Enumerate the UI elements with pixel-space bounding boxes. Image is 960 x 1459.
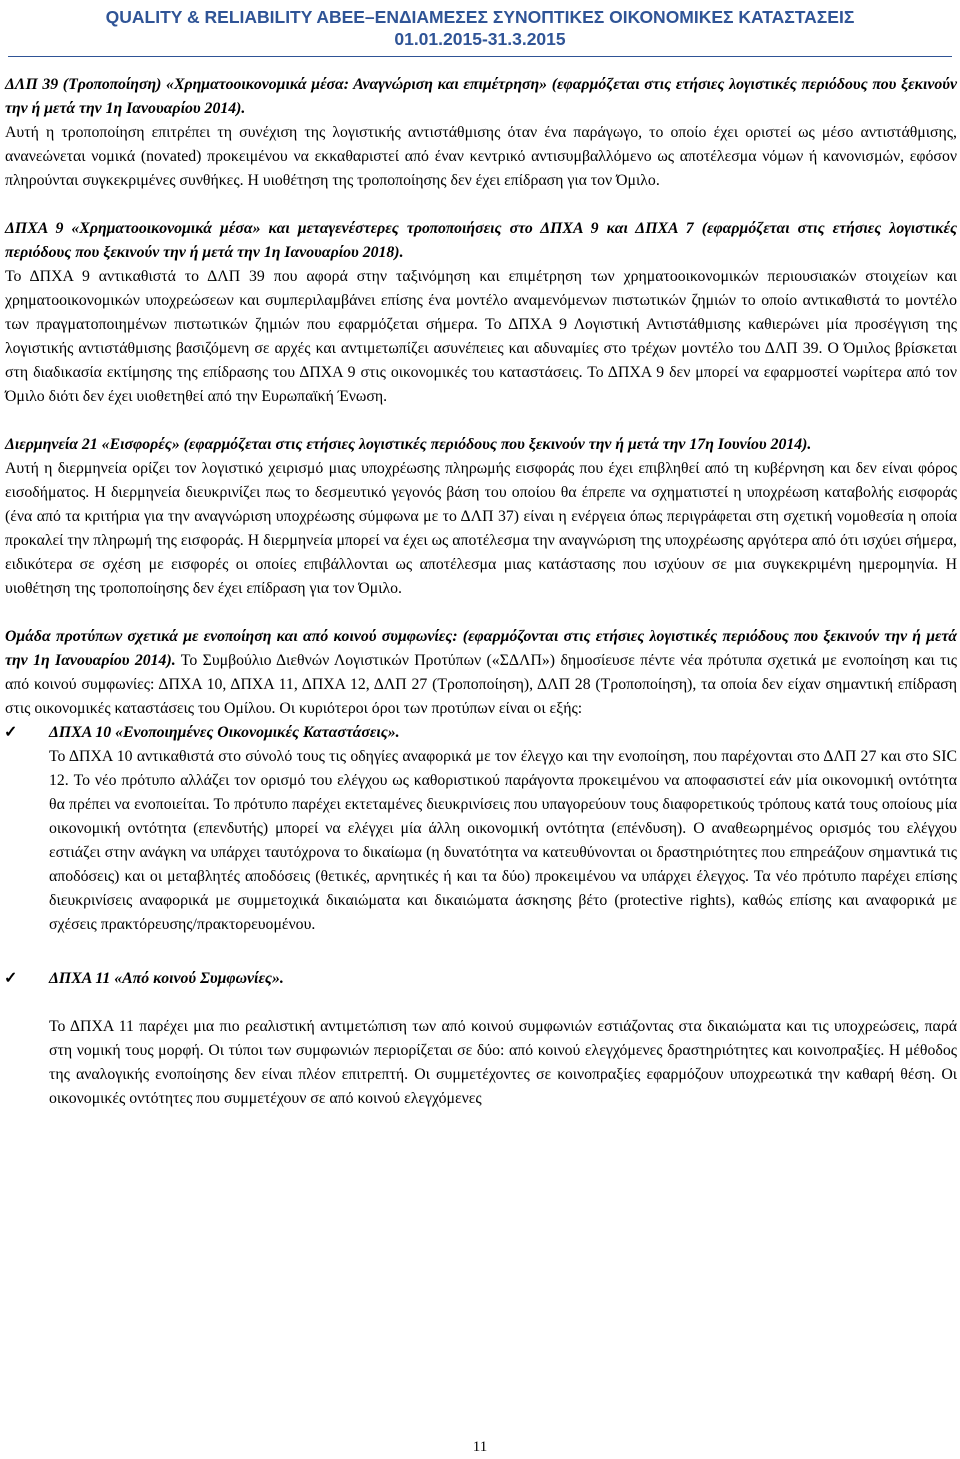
list-item xyxy=(5,721,957,937)
checkmark-icon: ✓ xyxy=(4,970,18,987)
list-item-title: ΔΠΧΑ 11 «Από κοινού Συμφωνίες». xyxy=(49,970,284,987)
list-item-title: ΔΠΧΑ 10 «Ενοποιημένες Οικονομικές Καταστάσεις». xyxy=(49,724,400,741)
header-period: 01.01.2015-31.3.2015 xyxy=(394,29,566,49)
section-heading-ifrs9: ΔΠΧΑ 9 «Χρηματοοικονομικά μέσα» και μεταγενέστερες τροποποιήσεις στο ΔΠΧΑ 9 και ΔΠΧΑ 7 (εφαρμόζεται στις ετήσιες λογιστικές περιόδους που ξεκινούν την ή μετά την 1η Ιανουαρίου 2018). xyxy=(5,220,957,261)
list-item-text: Το ΔΠΧΑ 11 παρέχει μια πιο ρεαλιστική αντιμετώπιση των από κοινού συμφωνιών εστιάζοντας στα δικαιώματα και τις υποχρεώσεις, παρά στη νομική τους μορφή. Οι τύποι των συμφωνιών περιορίζεται σε δύο: από κοινού ελεγχόμενες δραστηριότητες και κοινοπραξίες. Η μέθοδος της αναλογικής ενοποίησης δεν είναι πλέον επιτρεπτή. Οι συμμετέχοντες σε κοινοπραξίες εφαρμόζουν υποχρεωτικά την καθαρή θέση. Οι οικονομικές οντότητες που συμμετέχουν σε από κοινού ελεγχόμενες xyxy=(49,1018,957,1107)
header-title: QUALITY & RELIABILITY ABEE–ΕΝΔΙΑΜΕΣΕΣ ΣΥΝΟΠΤΙΚΕΣ ΟΙΚΟΝΟΜΙΚΕΣ ΚΑΤΑΣΤΑΣΕΙΣ xyxy=(105,7,855,27)
section-text-ifrs9: Το ΔΠΧΑ 9 αντικαθιστά το ΔΛΠ 39 που αφορά στην ταξινόμηση και επιμέτρηση των χρηματοοικονομικών περιουσιακών στοιχείων και χρηματοοικονομικών υποχρεώσεων και συμπεριλαμβάνει επίσης ένα μοντέλο αναμενόμενων πιστωτικών ζημιών το οποίο αντικαθιστά το μοντέλο των πραγματοποιημένων πιστωτικών ζημιών που εφαρμόζεται σήμερα. Το ΔΠΧΑ 9 Λογιστική Αντιστάθμισης καθιερώνει μία προσέγγιση της λογιστικής αντιστάθμισης βασιζόμενη σε αρχές και αντιμετωπίζει ασυνέπειες και αδυναμίες στο τρέχων μοντέλο του ΔΛΠ 39. Ο Όμιλος βρίσκεται στη διαδικασία εκτίμησης της επίδρασης του ΔΠΧΑ 9 στις οικονομικές του καταστάσεις. Το ΔΠΧΑ 9 δεν μπορεί να εφαρμοστεί νωρίτερα από τον Όμιλο διότι δεν έχει υιοθετηθεί από την Ευρωπαϊκή Ένωση. xyxy=(5,268,957,405)
list-item-text: Το ΔΠΧΑ 10 αντικαθιστά στο σύνολό τους τις οδηγίες αναφορικά με τον έλεγχο και την ενοποίηση, που παρέχονται στο ΔΛΠ 27 και στο SIC 12. Το νέο πρότυπο αλλάζει τον ορισμό του ελέγχου ως καθοριστικού παράγοντα προκειμένου να αποφασιστεί εάν μία οικονομική οντότητα θα πρέπει να ενοποιείται. Το πρότυπο παρέχει εκτεταμένες διευκρινίσεις που υπαγορεύουν τους διαφορετικούς τρόπους κατά τους οποίους μία οικονομική οντότητα (επενδυτής) μπορεί να ελέγχει μία άλλη οικονομική οντότητα (επένδυση). Ο αναθεωρημένος ορισμός του ελέγχου εστιάζει στην ανάγκη να υπάρχει ταυτόχρονα το δικαίωμα (η δυνατότητα να κατευθύνονται οι δραστηριότητες που επηρεάζουν σημαντικά τις αποδόσεις) και οι μεταβλητές αποδόσεις (θετικές, αρνητικές ή και τα δύο) προκειμένου να υπάρχει έλεγχος. Τα νέο πρότυπο παρέχει επίσης διευκρινίσεις αναφορικά με συμμετοχικά δικαιώματα και δικαιώματα άσκησης βέτο (protective rights), καθώς επίσης και αναφορικά με σχέσεις πρακτόρευσης/πρακτορευομένου. xyxy=(49,748,957,933)
section-text-ifric21: Αυτή η διερμηνεία ορίζει τον λογιστικό χειρισμό μιας υποχρέωσης πληρωμής εισφοράς που έχει επιβληθεί από τη κυβέρνηση και δεν είναι φόρος εισοδήματος. Η διερμηνεία διευκρινίζει πως το δεσμευτικό γεγονός βάση του οποίου θα έπρεπε να σχηματιστεί η υποχρέωση καταβολής εισφοράς (ένα από τα κριτήρια για την αναγνώριση υποχρέωσης σύμφωνα με το ΔΛΠ 37) είναι η ενέργεια όπως περιγράφεται στη σχετική νομοθεσία η οποία προκαλεί την πληρωμή της εισφοράς. Η διερμηνεία μπορεί να έχει ως αποτέλεσμα την αναγνώριση της υποχρέωσης αργότερα από ότι ισχύει σήμερα, ειδικότερα σε σχέση με εισφορές οι οποίες επιβάλλονται ως αποτέλεσμα μιας κατάστασης που ισχύουν σε μια συγκεκριμένη ημερομηνία. Η υιοθέτηση της τροποποίησης δεν έχει επίδραση για τον Όμιλο. xyxy=(5,460,957,597)
section-heading-group: Ομάδα προτύπων σχετικά με ενοποίηση και από κοινού συμφωνίες: (εφαρμόζονται στις ετήσιες λογιστικές περιόδους που ξεκινούν την ή μετά την 1η Ιανουαρίου 2014). xyxy=(5,628,957,669)
section-heading-ifric21: Διερμηνεία 21 «Εισφορές» (εφαρμόζεται στις ετήσιες λογιστικές περιόδους που ξεκινούν την ή μετά την 17η Ιουνίου 2014). xyxy=(5,436,812,453)
header-divider xyxy=(8,56,952,57)
page-number: 11 xyxy=(472,1439,488,1455)
section-heading-ias39: ΔΛΠ 39 (Τροποποίηση) «Χρηματοοικονομικά μέσα: Αναγνώριση και επιμέτρηση» (εφαρμόζεται στις ετήσιες λογιστικές περιόδους που ξεκινούν την ή μετά την 1η Ιανουαρίου 2014). xyxy=(5,76,957,117)
section-text-ias39: Αυτή η τροποποίηση επιτρέπει τη συνέχιση της λογιστικής αντιστάθμισης όταν ένα παράγωγο, το οποίο έχει οριστεί ως μέσο αντιστάθμισης, ανανεώνεται νομικά (novated) προκειμένου να εκκαθαριστεί από έναν κεντρικό αντισυμβαλλόμενο ως αποτέλεσμα νόμων ή κανονισμών, εφόσον πληρούνται συγκεκριμένες συνθήκες. Η υιοθέτηση της τροποποίησης δεν έχει επίδραση για τον Όμιλο. xyxy=(5,124,957,189)
checkmark-icon: ✓ xyxy=(4,724,18,741)
section-text-group: Το Συμβούλιο Διεθνών Λογιστικών Προτύπων («ΣΔΛΠ») δημοσίευσε πέντε νέα πρότυπα σχετικά με ενοποίηση και τις από κοινού συμφωνίες: ΔΠΧΑ 10, ΔΠΧΑ 11, ΔΠΧΑ 12, ΔΛΠ 27 (Τροποποίηση), ΔΛΠ 28 (Τροποποίηση), τα οποία δεν είχαν σημαντική επίδραση στις οικονομικές καταστάσεις του Ομίλου. Οι κυριότεροι όροι των προτύπων είναι οι εξής: xyxy=(5,652,957,717)
list-item xyxy=(5,967,957,1111)
section-group xyxy=(5,625,957,721)
document-body xyxy=(5,73,957,1111)
